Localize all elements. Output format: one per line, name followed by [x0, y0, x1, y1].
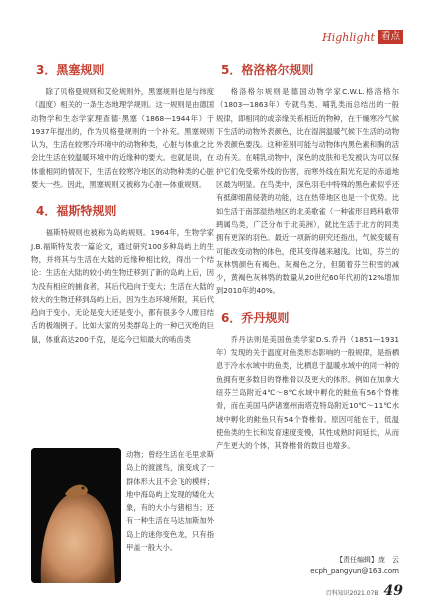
highlight-label: Highlight [322, 30, 375, 44]
editor-email: ecph_pangyun@163.com [310, 567, 399, 575]
left-column [31, 62, 214, 346]
publication-label: 百科知识2021.07B [325, 590, 379, 597]
editor-credit: 【责任编辑】庞 云 [336, 556, 399, 564]
paragraph-foster: 福斯特规则也被称为岛屿规则。1964年，生物学家J.B.福斯特发表一篇论文，通过研究100多种岛屿上的生物，并将其与生活在大陆的近缘种相比较，得出一个结论：生活在大陆的较小的生物迁移到了新的岛屿上后，因为没有相应的捕食者，其后代趋向于变大；生活在大陆的较大的生物迁移到岛屿上后，因为生态环境所限，其后代趋向于变小。无论是变大还是变小，都有很多令人瞠目结舌的极端例子。比如大家的另类群岛上的一种已灭绝的巨鼠，体重高达200千克，是迄今已知最大的啮齿类 [31, 228, 214, 344]
page-number: 49 [383, 583, 403, 599]
section-title-foster: 4．福斯特规则 [36, 204, 117, 219]
right-column [216, 62, 399, 452]
section-badge: 看点 [378, 30, 403, 44]
section-title-hesse: 3．黑塞规则 [36, 63, 105, 77]
paragraph-jordan: 乔丹法则是美国鱼类学家D.S.乔丹（1851—1931年）发现的关于温度对鱼类形态影响的一般规律，是指栖息于冷水水域中的鱼类，比栖息于温暖水域中的同一种的鱼拥有更多数目的脊椎骨以及更大的体形。例如在加拿大纽芬兰岛附近4℃～8℃水域中孵化的鲑鱼有56个脊椎骨，而在美国马萨诸塞州南塔克特岛附近10℃～11℃水域中孵化的鲑鱼只有54个脊椎骨。原因可能在于，低温使鱼类的生长和发育速度变慢，其性成熟时间延长，从而产生更大的个体，其脊椎骨的数目也增多。 [216, 334, 399, 451]
paragraph-gloger: 格洛格尔规则是德国动物学家C.W.L.格洛格尔（1803—1863年）专就鸟类、哺乳类而总结出的一般规律，即相同的或亲缘关系相近的物种，在干燥寒冷气候下生活的动物外表颜色，比在湿润温暖气候下生活的动物外表颜色要浅。这种差别可能与动物体内黑色素和胸的活动有关。在哺乳动物中，深色的皮肤和毛发被认为可以保护它们免受紫外线的伤害，而寒外线在阳光充足的赤道地区最为明显。在鸟类中，深色羽毛中特殊的黑色素似乎还有抵御细菌侵袭的功能，这在热带地区也是一个优势。比如生活于南部湿热地区的北美歌雀（一种雀形目鹀科歌带鹀属鸟类，广泛分布于北美洲），就比生活于北方的同类拥有更深的羽色。最近一项新的研究还指出，气候变暖有可能改变动物的体色，使其变得越来越浅。比如，芬兰的灰林鸮颜色有褐色、灰褐色之分，但随着芬兰积雪的减少，黄褐色灰林鸮的数量从20世纪60年代初的12%增加到2010年的40%。 [216, 87, 399, 296]
section-title-gloger: 5．格洛格尔规则 [221, 63, 314, 77]
paragraph-foster-wrap: 动物；曾经生活在毛里求斯岛上的渡渡鸟，演变成了一群体形大且不会飞的模样；地中海岛屿上发现的矮化大象，有的大小与猪相当；还有一种生活在马达加斯加外岛上的迷你变色龙，只有指甲盖一般大小。 [126, 450, 214, 553]
page-footer [326, 583, 403, 599]
page-header [322, 30, 403, 44]
chameleon-on-fingertip-photo [31, 448, 121, 583]
paragraph-hesse: 除了贝格曼规则和艾伦规则外，黑塞规则也是与纬度（温度）相关的一条生态地理学规则。这一规则是由德国动物学和生态学家理查德·黑塞（1868—1944年）于1937年提出的，作为贝格曼规则的一个补充。黑塞规则认为，生活在较寒冷环境中的动物种类，心脏与体重之比会比生活在较温暖环境中的近缘种的要大。也就是说，在体重相同的情况下，生活在较寒冷地区的动物种类的心脏要大一些。因此，黑塞规则又被称为心脏—体重规则。 [31, 87, 214, 190]
section-title-jordan: 6．乔丹规则 [221, 310, 290, 325]
